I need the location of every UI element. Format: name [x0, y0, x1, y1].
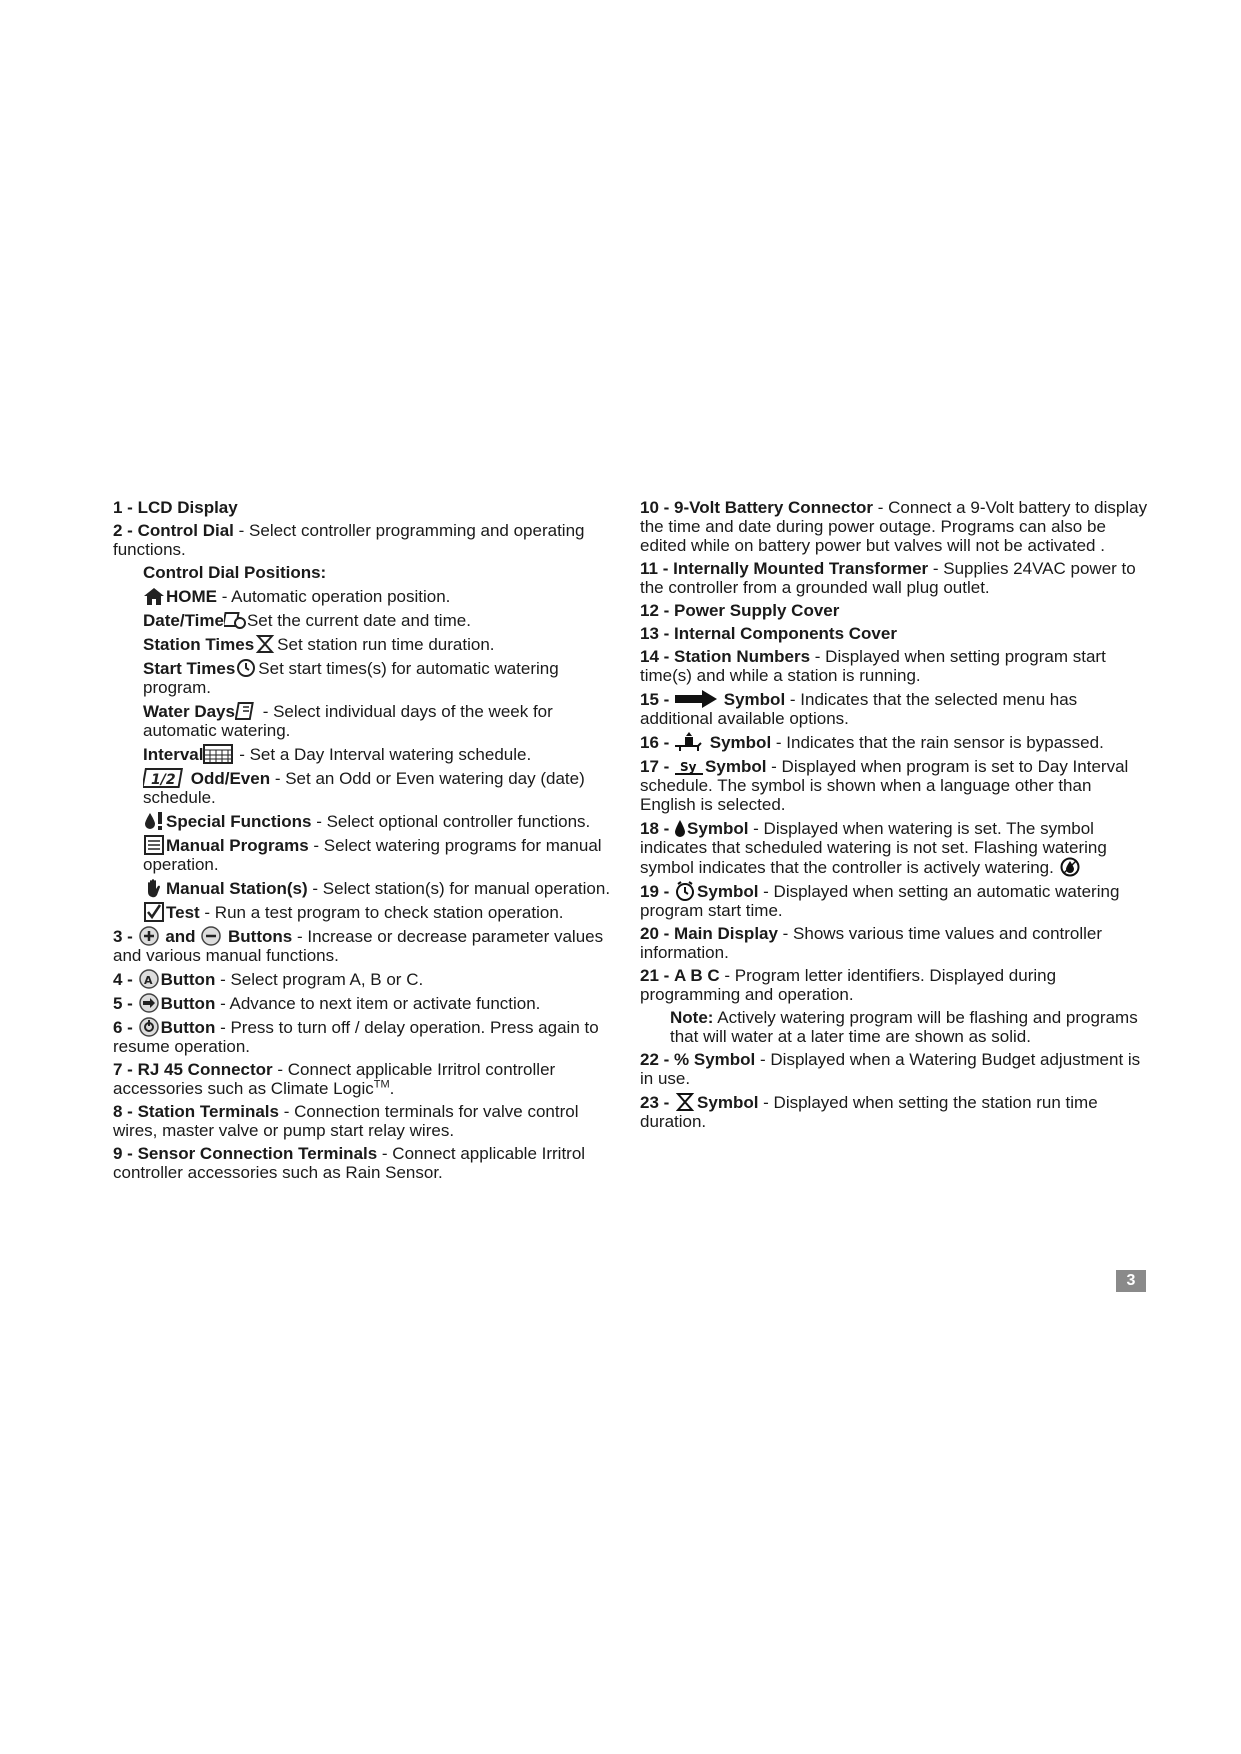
dial-water-days: Water Days - Select individual days of the week for automatic watering.: [143, 702, 553, 740]
item-7: 7 - RJ 45 Connector - Connect applicable Irritrol controller accessories such as Climate Logic™.: [113, 1060, 556, 1098]
home-icon: [143, 586, 165, 606]
svg-text:A: A: [143, 974, 153, 987]
svg-text:Sy: Sy: [680, 760, 697, 774]
dial-start-times: Start Times Set start times(s) for automatic watering program.: [143, 659, 559, 697]
right-column: [640, 498, 1150, 1135]
dial-test: Test - Run a test program to check station operation.: [113, 902, 623, 922]
day-interval-icon: [674, 756, 704, 776]
dial-date-time: Date/Time Set the current date and time.: [143, 611, 471, 630]
droplet-icon: [674, 818, 686, 838]
item-22: 22 - % Symbol - Displayed when a Watering Budget adjustment is in use.: [640, 1050, 1141, 1088]
item-1: 1 - LCD Display: [113, 498, 238, 517]
dial-interval: Interval - Set a Day Interval watering schedule.: [143, 745, 532, 764]
item-20: 20 - Main Display - Shows various time values and controller information.: [640, 924, 1103, 962]
list-icon: [143, 835, 165, 855]
left-column: [113, 498, 623, 1186]
item-23: 23 - Symbol - Displayed when setting the station run time duration.: [640, 1093, 1098, 1131]
item-4: 4 - A Button - Select program A, B or C.: [113, 970, 424, 989]
dial-home: HOME - Automatic operation position.: [113, 586, 623, 606]
dial-manual-stations: Manual Station(s) - Select station(s) for manual operation.: [113, 878, 623, 898]
calendar-clock-icon: [224, 610, 246, 630]
hand-icon: [143, 878, 165, 898]
clock-icon: [235, 658, 257, 678]
svg-text:1/2: 1/2: [151, 772, 176, 788]
no-watering-icon: [1059, 857, 1081, 877]
item-6: 6 - Button - Press to turn off / delay operation. Press again to resume operation.: [113, 1018, 599, 1056]
dial-station-times: Station Times Set station run time duration.: [143, 635, 495, 654]
item-18: 18 - Symbol - Displayed when watering is set. The symbol indicates that scheduled watering is not set. Flashing watering symbol indicates that the controller is actively watering.: [640, 819, 1107, 877]
hourglass-icon: [674, 1092, 696, 1112]
item-17: 17 - Sy Symbol - Displayed when program is set to Day Interval schedule. The symbol is shown when a language other than English is selected.: [640, 757, 1129, 814]
control-dial-heading: Control Dial Positions:: [143, 563, 327, 582]
advance-button-icon: [138, 993, 160, 1013]
item-19: 19 - Symbol - Displayed when setting an automatic watering program start time.: [640, 882, 1120, 920]
item-9: 9 - Sensor Connection Terminals - Connect applicable Irritrol controller accessories such as Rain Sensor.: [113, 1144, 586, 1182]
rain-sensor-bypass-icon: [674, 732, 704, 752]
minus-icon: [200, 926, 222, 946]
item-3: 3 - and Buttons - Increase or decrease parameter values and various manual functions.: [113, 927, 604, 965]
item-10: 10 - 9-Volt Battery Connector - Connect a 9-Volt battery to display the time and date during power outage. Programs can also be edited while on battery power but valves will not be activated .: [640, 498, 1148, 555]
hourglass-icon: [254, 634, 276, 654]
item-5: 5 - Button - Advance to next item or activate function.: [113, 994, 541, 1013]
program-button-icon: [138, 969, 160, 989]
note: Note: Actively watering program will be flashing and programs that will water at a later time are shown as solid.: [670, 1008, 1138, 1046]
calendar-grid-icon: [203, 744, 233, 764]
item-8: 8 - Station Terminals - Connection terminals for valve control wires, master valve or pump start relay wires.: [113, 1102, 579, 1140]
arrow-right-icon: [674, 689, 718, 709]
odd-even-icon: [143, 768, 185, 788]
calendar-icon: [235, 701, 257, 721]
off-button-icon: [138, 1017, 160, 1037]
item-12: 12 - Power Supply Cover: [640, 601, 840, 620]
item-16: 16 - Symbol - Indicates that the rain sensor is bypassed.: [640, 733, 1104, 752]
item-15: 15 - Symbol - Indicates that the selected menu has additional available options.: [640, 690, 1078, 728]
dial-odd-even: 1/2 Odd/Even - Set an Odd or Even watering day (date) schedule.: [143, 769, 585, 807]
item-11: 11 - Internally Mounted Transformer - Supplies 24VAC power to the controller from a grounded wall plug outlet.: [640, 559, 1136, 597]
plus-icon: [138, 926, 160, 946]
dial-manual-programs: Manual Programs - Select watering programs for manual operation.: [143, 836, 602, 874]
dial-special-functions: Special Functions - Select optional controller functions.: [113, 811, 623, 831]
droplet-exclamation-icon: [143, 811, 165, 831]
item-13: 13 - Internal Components Cover: [640, 624, 897, 643]
page-number: 3: [1116, 1270, 1146, 1292]
checkbox-icon: [143, 902, 165, 922]
item-14: 14 - Station Numbers - Displayed when setting program start time(s) and while a station is running.: [640, 647, 1106, 685]
item-21: 21 - A B C - Program letter identifiers. Displayed during programming and operation.: [640, 966, 1057, 1004]
start-time-clock-icon: [674, 881, 696, 901]
item-2: 2 - Control Dial - Select controller programming and operating functions.: [113, 521, 585, 559]
